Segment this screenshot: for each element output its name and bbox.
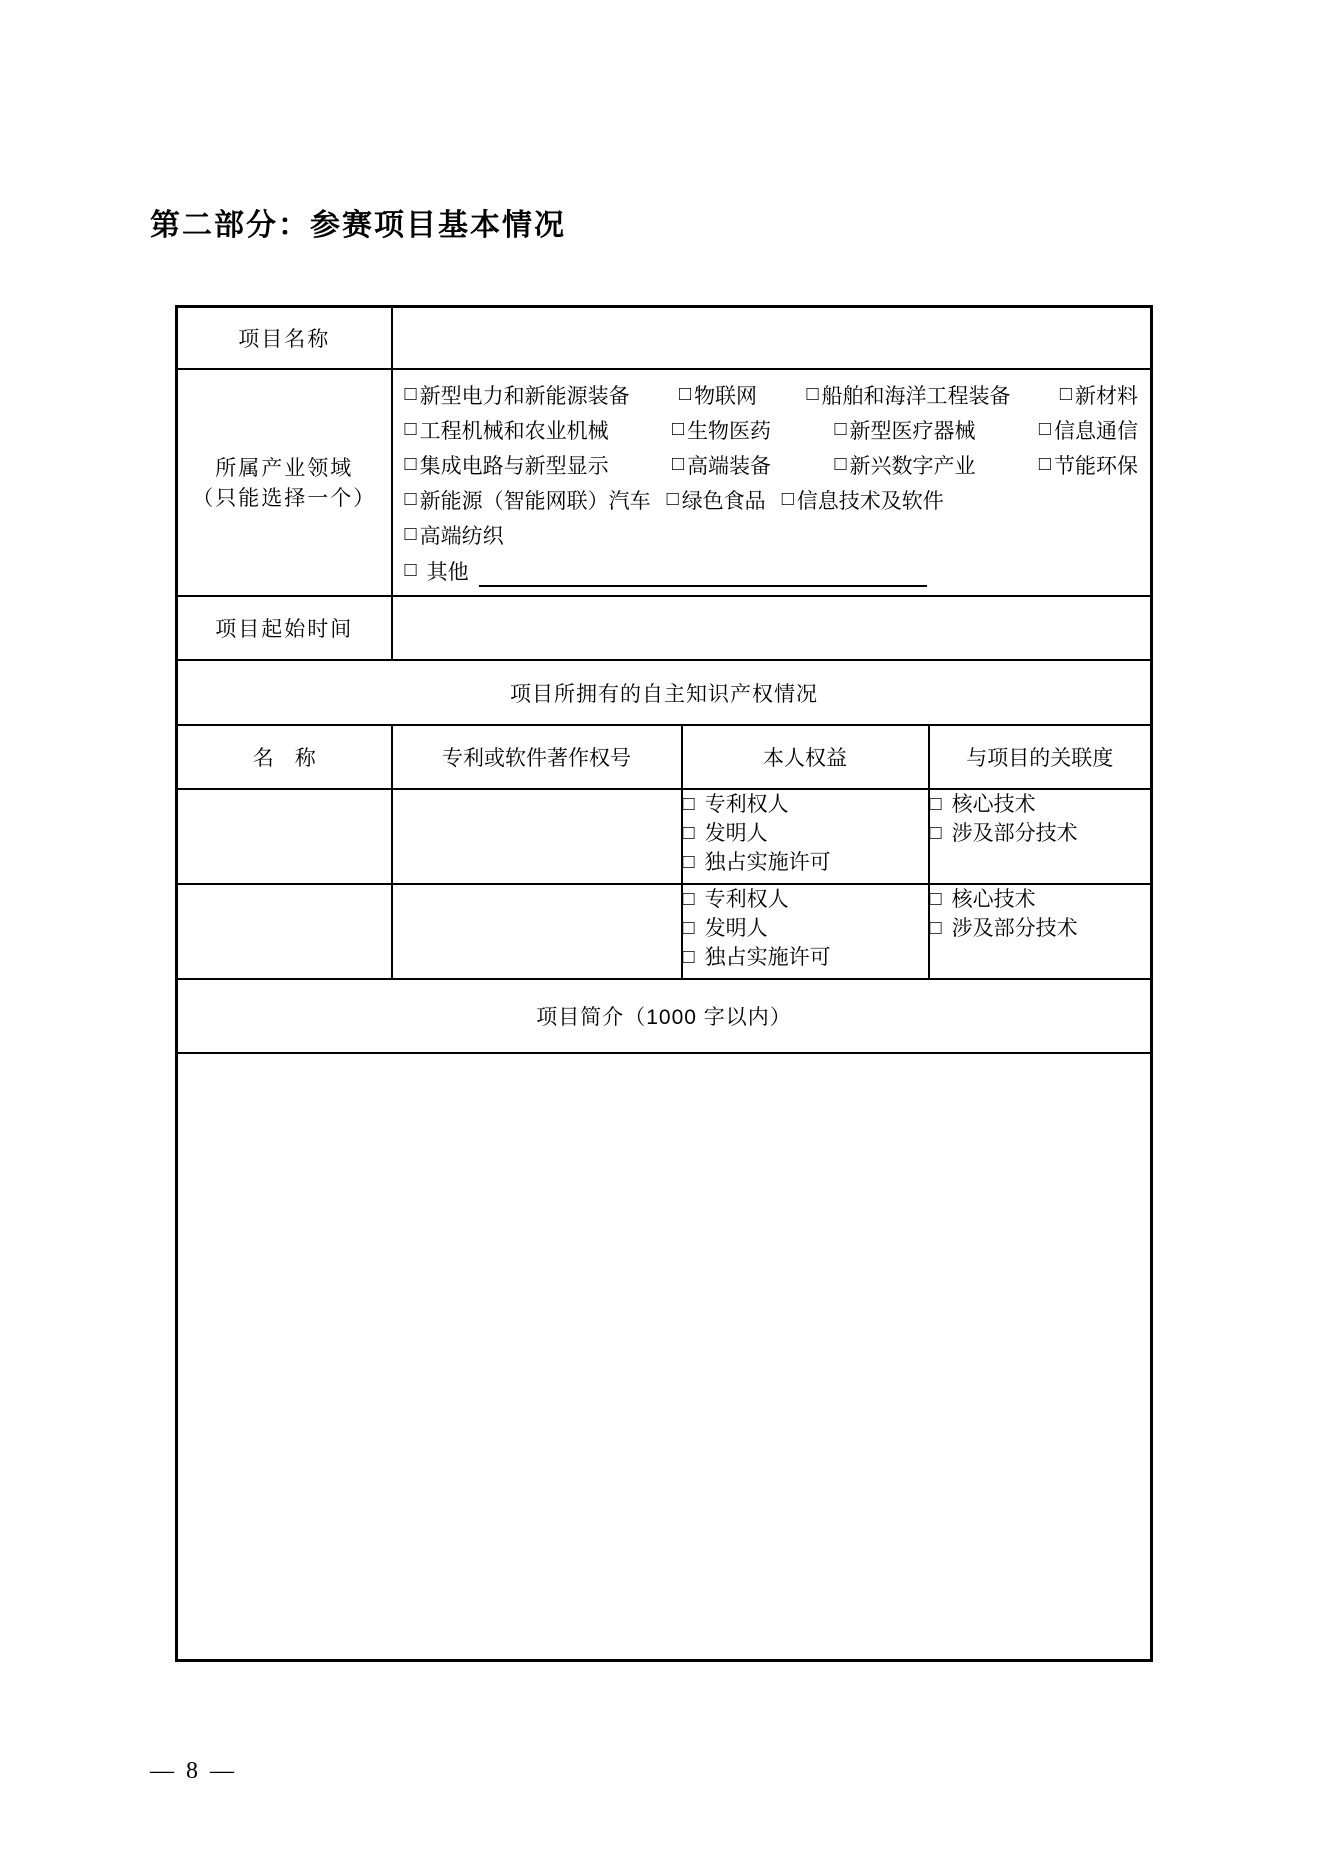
checkbox-icon[interactable]: □ <box>929 792 942 815</box>
start-time-label: 项目起始时间 <box>177 596 392 660</box>
checkbox-icon[interactable]: □ <box>404 487 417 510</box>
industry-option-line <box>405 377 1139 412</box>
industry-option-label: 新兴数字产业 <box>849 453 976 478</box>
project-name-label: 项目名称 <box>177 307 392 370</box>
ipr-rights-cell <box>682 884 929 979</box>
checkbox-icon[interactable]: □ <box>404 417 417 440</box>
rights-option-label: 独占实施许可 <box>704 945 831 969</box>
rights-option-label: 发明人 <box>704 821 768 845</box>
checkbox-icon[interactable]: □ <box>834 452 847 475</box>
ipr-patent-number-field[interactable] <box>392 884 682 979</box>
industry-label-line1: 所属产业领域 <box>215 455 354 480</box>
industry-option-label: 信息通信 <box>1054 418 1138 443</box>
checkbox-icon[interactable]: □ <box>929 821 942 844</box>
industry-row <box>177 369 1152 596</box>
industry-option-label: 船舶和海洋工程装备 <box>821 383 1011 408</box>
intro-content-row <box>177 1053 1152 1661</box>
industry-option[interactable] <box>806 380 1010 410</box>
rights-option[interactable] <box>683 943 928 972</box>
industry-option-label: 高端纺织 <box>419 523 504 548</box>
rights-option[interactable] <box>683 848 928 877</box>
intro-title-row <box>177 979 1152 1053</box>
project-info-table <box>175 305 1153 1662</box>
industry-option[interactable] <box>405 485 651 515</box>
checkbox-icon[interactable]: □ <box>1059 382 1072 405</box>
ipr-entry-row <box>177 884 1152 979</box>
industry-option[interactable] <box>1060 380 1138 410</box>
checkbox-icon[interactable]: □ <box>404 452 417 475</box>
rights-option-label: 独占实施许可 <box>704 850 831 874</box>
industry-option[interactable] <box>405 520 504 550</box>
ipr-header-row <box>177 725 1152 789</box>
rights-option-label: 专利权人 <box>704 887 789 911</box>
industry-option[interactable] <box>672 415 771 445</box>
industry-option-label: 新型医疗器械 <box>849 418 976 443</box>
industry-option-label: 物联网 <box>694 383 758 408</box>
checkbox-icon[interactable]: □ <box>404 558 417 581</box>
checkbox-icon[interactable]: □ <box>666 487 679 510</box>
checkbox-icon[interactable]: □ <box>806 382 819 405</box>
checkbox-icon[interactable]: □ <box>834 417 847 440</box>
ipr-relation-cell <box>929 884 1152 979</box>
rights-option[interactable] <box>683 914 928 943</box>
ipr-header-patent-number: 专利或软件著作权号 <box>392 725 682 789</box>
industry-option-line <box>405 482 1139 517</box>
project-name-row <box>177 307 1152 370</box>
relation-option-label: 核心技术 <box>951 887 1036 911</box>
ipr-header-name: 名 称 <box>177 725 392 789</box>
page-number: — 8 — <box>150 1758 237 1784</box>
industry-option[interactable] <box>1039 415 1138 445</box>
other-fill-line[interactable] <box>479 557 927 587</box>
industry-option[interactable] <box>1039 450 1138 480</box>
checkbox-icon[interactable]: □ <box>781 487 794 510</box>
checkbox-icon[interactable]: □ <box>671 452 685 475</box>
industry-option-line <box>405 517 1139 552</box>
industry-option-label: 节能环保 <box>1054 453 1138 478</box>
industry-option-label: 集成电路与新型显示 <box>419 453 609 478</box>
industry-option-label: 生物医药 <box>687 418 772 443</box>
industry-option-label: 绿色食品 <box>681 488 766 513</box>
industry-option-label: 新型电力和新能源装备 <box>419 383 630 408</box>
relation-option[interactable] <box>930 885 1151 914</box>
checkbox-icon[interactable]: □ <box>682 916 695 939</box>
checkbox-icon[interactable]: □ <box>404 522 417 545</box>
checkbox-icon[interactable]: □ <box>929 916 942 939</box>
ipr-name-field[interactable] <box>177 884 392 979</box>
industry-option[interactable] <box>405 450 609 480</box>
checkbox-icon[interactable]: □ <box>404 382 417 405</box>
ipr-section-title: 项目所拥有的自主知识产权情况 <box>177 660 1152 725</box>
industry-other-label: 其他 <box>426 560 469 584</box>
ipr-header-rights: 本人权益 <box>682 725 929 789</box>
checkbox-icon[interactable]: □ <box>682 945 695 968</box>
ipr-header-relation: 与项目的关联度 <box>929 725 1152 789</box>
checkbox-icon[interactable]: □ <box>929 887 942 910</box>
industry-option-label: 高端装备 <box>687 453 772 478</box>
industry-option[interactable] <box>782 485 944 515</box>
relation-option-label: 涉及部分技术 <box>951 821 1078 845</box>
page-title: 第二部分：参赛项目基本情况 <box>150 209 566 242</box>
ipr-name-field[interactable] <box>177 789 392 884</box>
industry-option[interactable] <box>834 450 975 480</box>
checkbox-icon[interactable]: □ <box>682 821 695 844</box>
rights-option-label: 专利权人 <box>704 792 789 816</box>
industry-option-label: 工程机械和农业机械 <box>419 418 609 443</box>
industry-other-line <box>405 552 1139 587</box>
ipr-entry-row <box>177 789 1152 884</box>
industry-option-line <box>405 447 1139 482</box>
ipr-rights-cell <box>682 789 929 884</box>
intro-section-title: 项目简介（1000 字以内） <box>177 979 1152 1053</box>
relation-option-label: 核心技术 <box>951 792 1036 816</box>
relation-option[interactable] <box>930 914 1151 943</box>
industry-option[interactable] <box>672 450 771 480</box>
rights-option[interactable] <box>683 790 928 819</box>
industry-option[interactable] <box>405 380 630 410</box>
relation-option-label: 涉及部分技术 <box>951 916 1078 940</box>
relation-option[interactable] <box>930 819 1151 848</box>
industry-option-label: 新能源（智能网联）汽车 <box>419 488 651 513</box>
start-time-row <box>177 596 1152 660</box>
checkbox-icon[interactable]: □ <box>1038 452 1051 475</box>
ipr-relation-cell <box>929 789 1152 884</box>
checkbox-icon[interactable]: □ <box>678 382 692 405</box>
rights-option[interactable] <box>683 885 928 914</box>
start-time-field[interactable] <box>392 596 1152 660</box>
rights-option-label: 发明人 <box>704 916 768 940</box>
ipr-title-row <box>177 660 1152 725</box>
rights-option[interactable] <box>683 819 928 848</box>
relation-option[interactable] <box>930 790 1151 819</box>
industry-option[interactable] <box>834 415 975 445</box>
industry-option-label: 信息技术及软件 <box>796 488 944 513</box>
industry-option[interactable] <box>679 380 757 410</box>
checkbox-icon[interactable]: □ <box>682 792 695 815</box>
industry-option-label: 新材料 <box>1075 383 1138 408</box>
industry-option[interactable] <box>667 485 766 515</box>
checkbox-icon[interactable]: □ <box>671 417 685 440</box>
checkbox-icon[interactable]: □ <box>682 887 695 910</box>
industry-option-line <box>405 412 1139 447</box>
industry-options-cell <box>392 369 1152 596</box>
industry-label <box>177 369 392 596</box>
industry-label-line2: （只能选择一个） <box>192 485 377 510</box>
industry-option[interactable] <box>405 415 609 445</box>
checkbox-icon[interactable]: □ <box>682 850 695 873</box>
project-name-field[interactable] <box>392 307 1152 370</box>
checkbox-icon[interactable]: □ <box>1038 417 1051 440</box>
ipr-patent-number-field[interactable] <box>392 789 682 884</box>
intro-content-field[interactable] <box>177 1053 1152 1661</box>
